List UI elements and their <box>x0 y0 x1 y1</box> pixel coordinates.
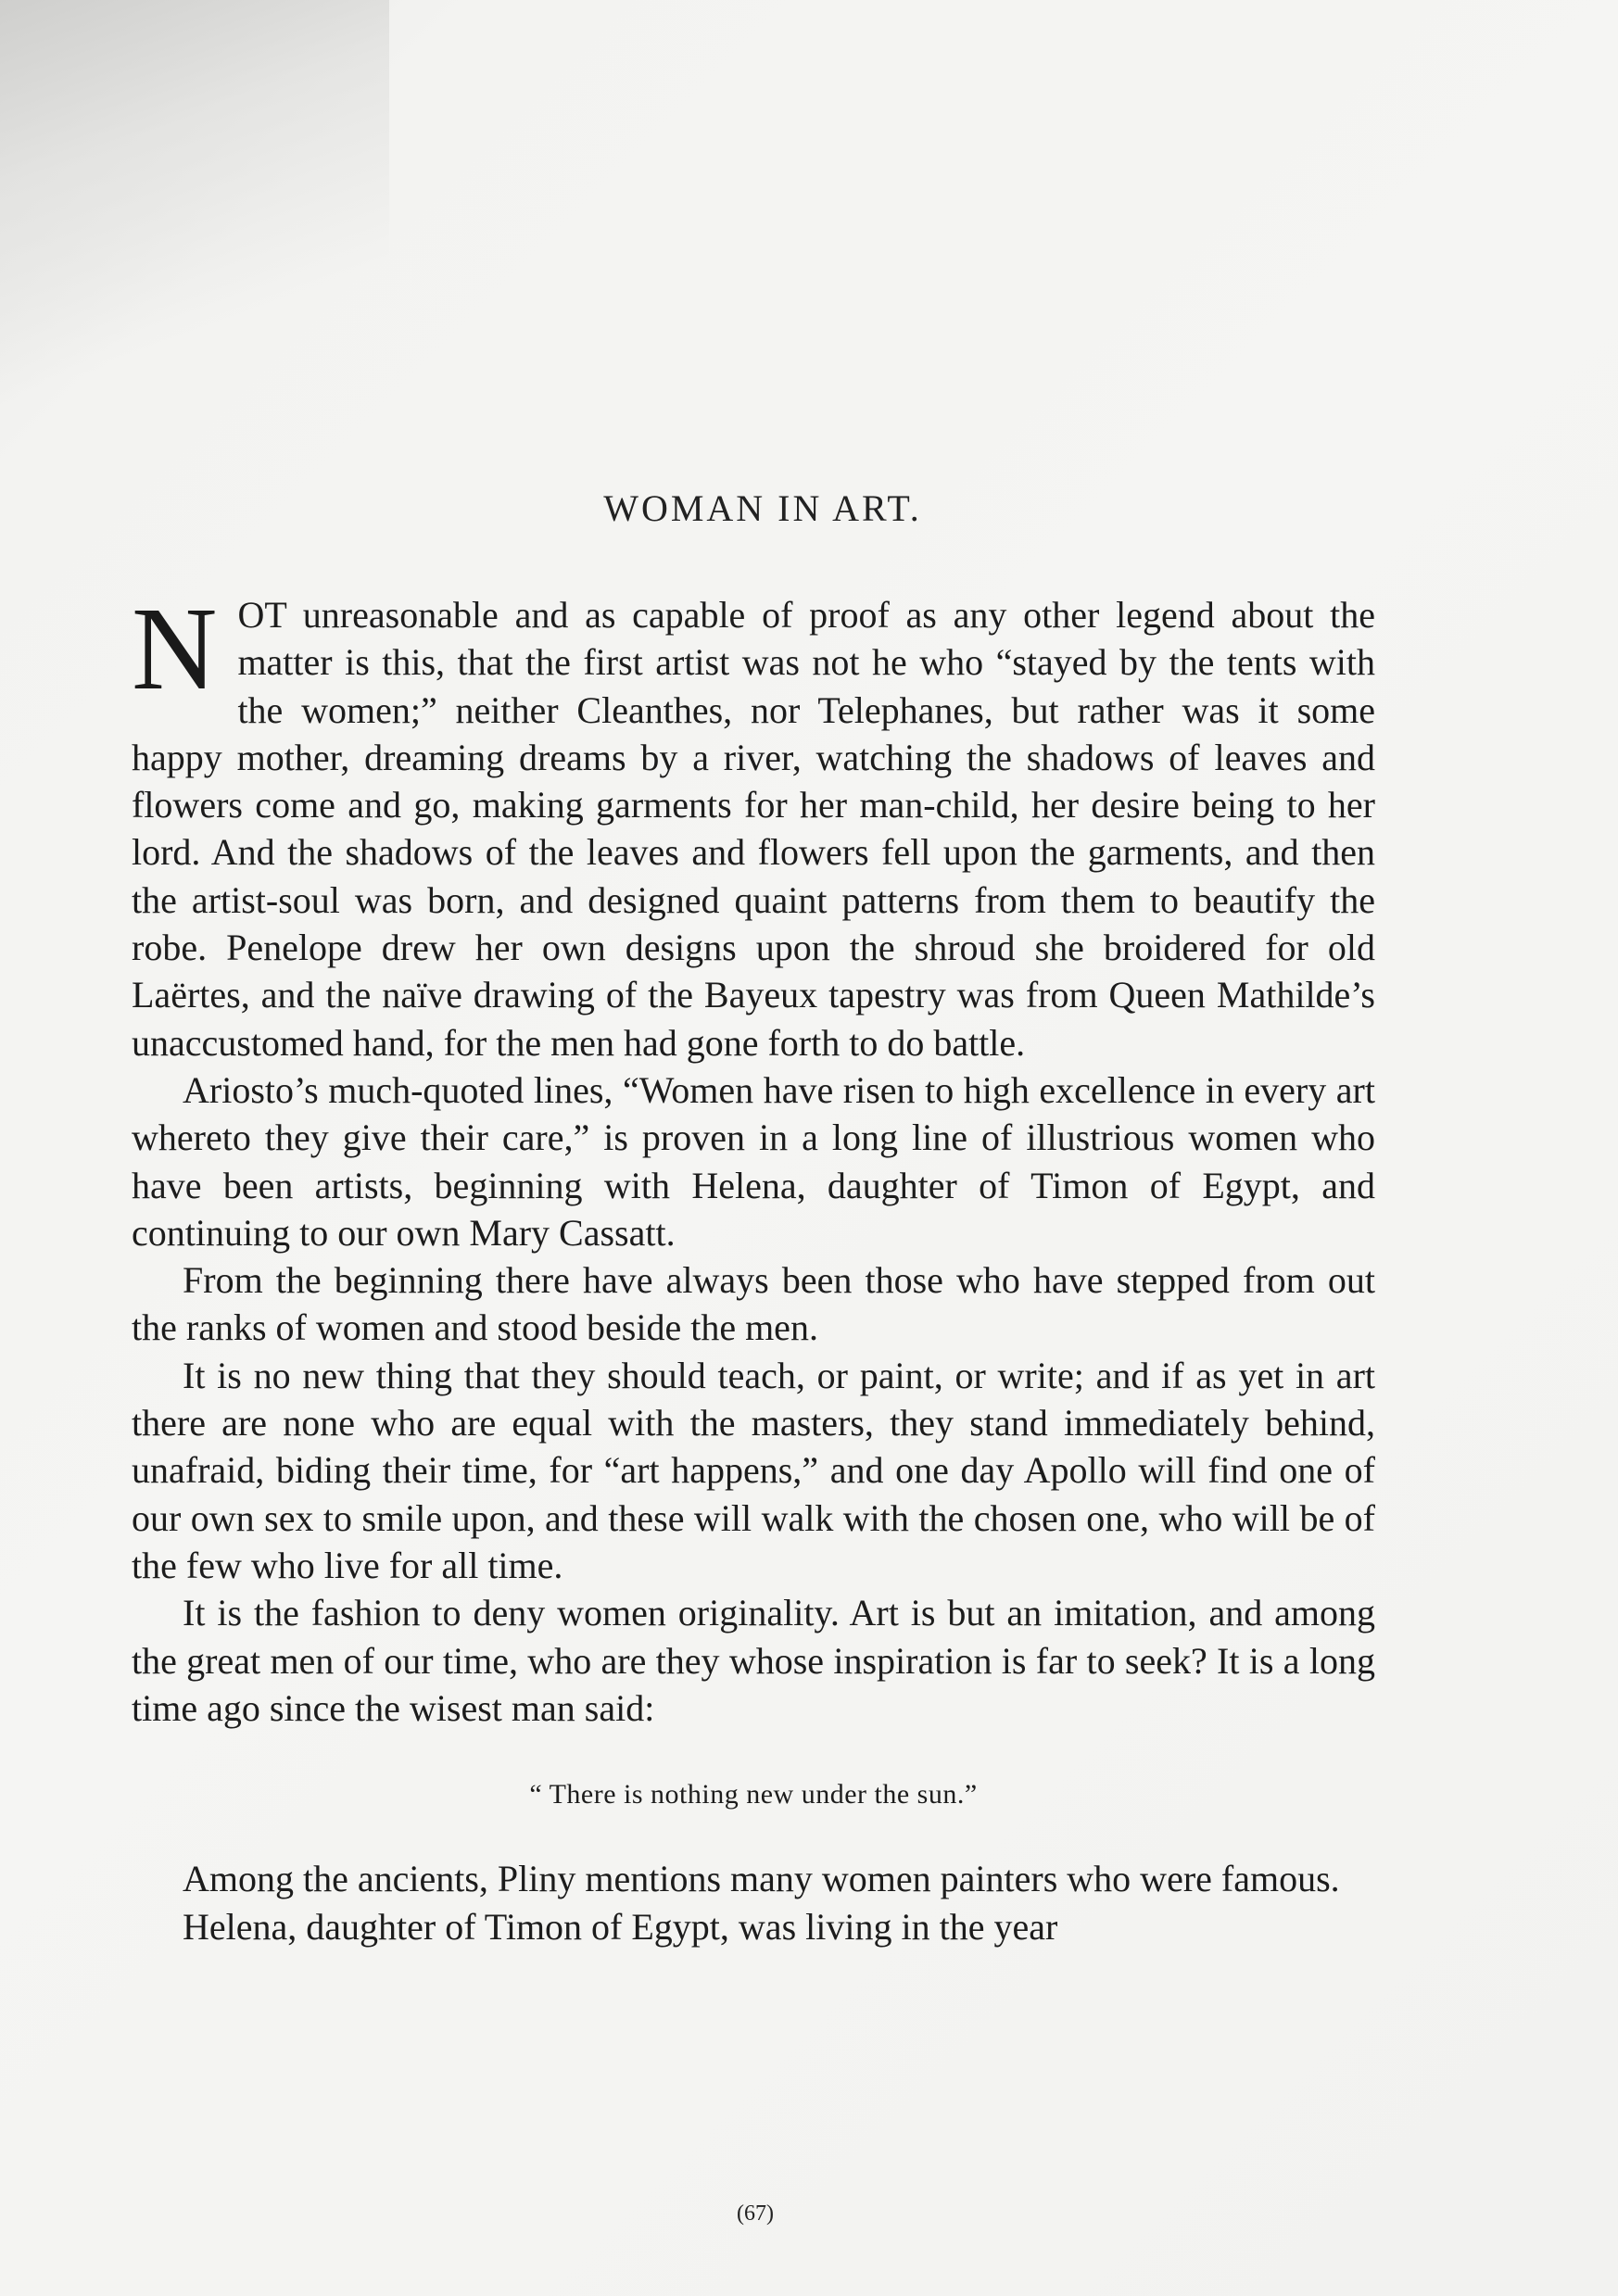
drop-cap: N <box>132 583 218 714</box>
paragraph-6: Among the ancients, Pliny mentions many women painters who were famous. <box>183 1858 1340 1900</box>
paragraph-2: Ariosto’s much-quoted lines, “Women have risen to high excellence in every art whereto they give their care,” is proven in a long line of illustrious women who have been artists, beginning with Helena, daughter of Timon of Egypt, and continuing to our own Mary Cassatt. <box>132 1068 1375 1254</box>
block-quote: “ There is nothing new under the sun.” <box>529 1779 978 1810</box>
page-number: (67) <box>737 2201 774 2226</box>
chapter-title: WOMAN IN ART. <box>603 487 922 529</box>
scan-shadow <box>0 0 389 482</box>
paragraph-7: Helena, daughter of Timon of Egypt, was living in the year <box>183 1905 1058 1948</box>
paragraph-3: From the beginning there have always been those who have stepped from out the ranks of women and stood beside the men. <box>132 1259 1375 1349</box>
paragraph-4: It is no new thing that they should teach, or paint, or write; and if as yet in art there are none who are equal with the masters, they stand immediately behind, unafraid, biding their time, for “art happens,” and one day Apollo will find one of our own sex to smile upon, and these will walk with the chosen one, who will be of the few who live for all time. <box>132 1354 1375 1586</box>
body-text <box>132 583 1375 1950</box>
paragraph-1-text: OT unreasonable and as capable of proof as any other legend about the matter is this, that the first artist was not he who “stayed by the tents with the women;” neither Cleanthes, nor Telephanes, but rather was it some happy mother, dreaming dreams by a river, watching the shadows of leaves and flowers come and go, making garments for her man-child, her desire being to her lord. And the shadows of the leaves and flowers fell upon the garments, and then the artist-soul was born, and designed quaint patterns from them to beautify the robe. Penelope drew her own designs upon the shroud she broidered for old Laërtes, and the naïve drawing of the Bayeux tapestry was from Queen Mathilde’s unaccustomed hand, for the men had gone forth to do battle. <box>132 594 1375 1064</box>
paragraph-1 <box>132 583 1375 1066</box>
paragraph-5: It is the fashion to deny women originality. Art is but an imitation, and among the great men of our time, who are they whose inspiration is far to seek? It is a long time ago since the wisest man said: <box>132 1592 1375 1729</box>
